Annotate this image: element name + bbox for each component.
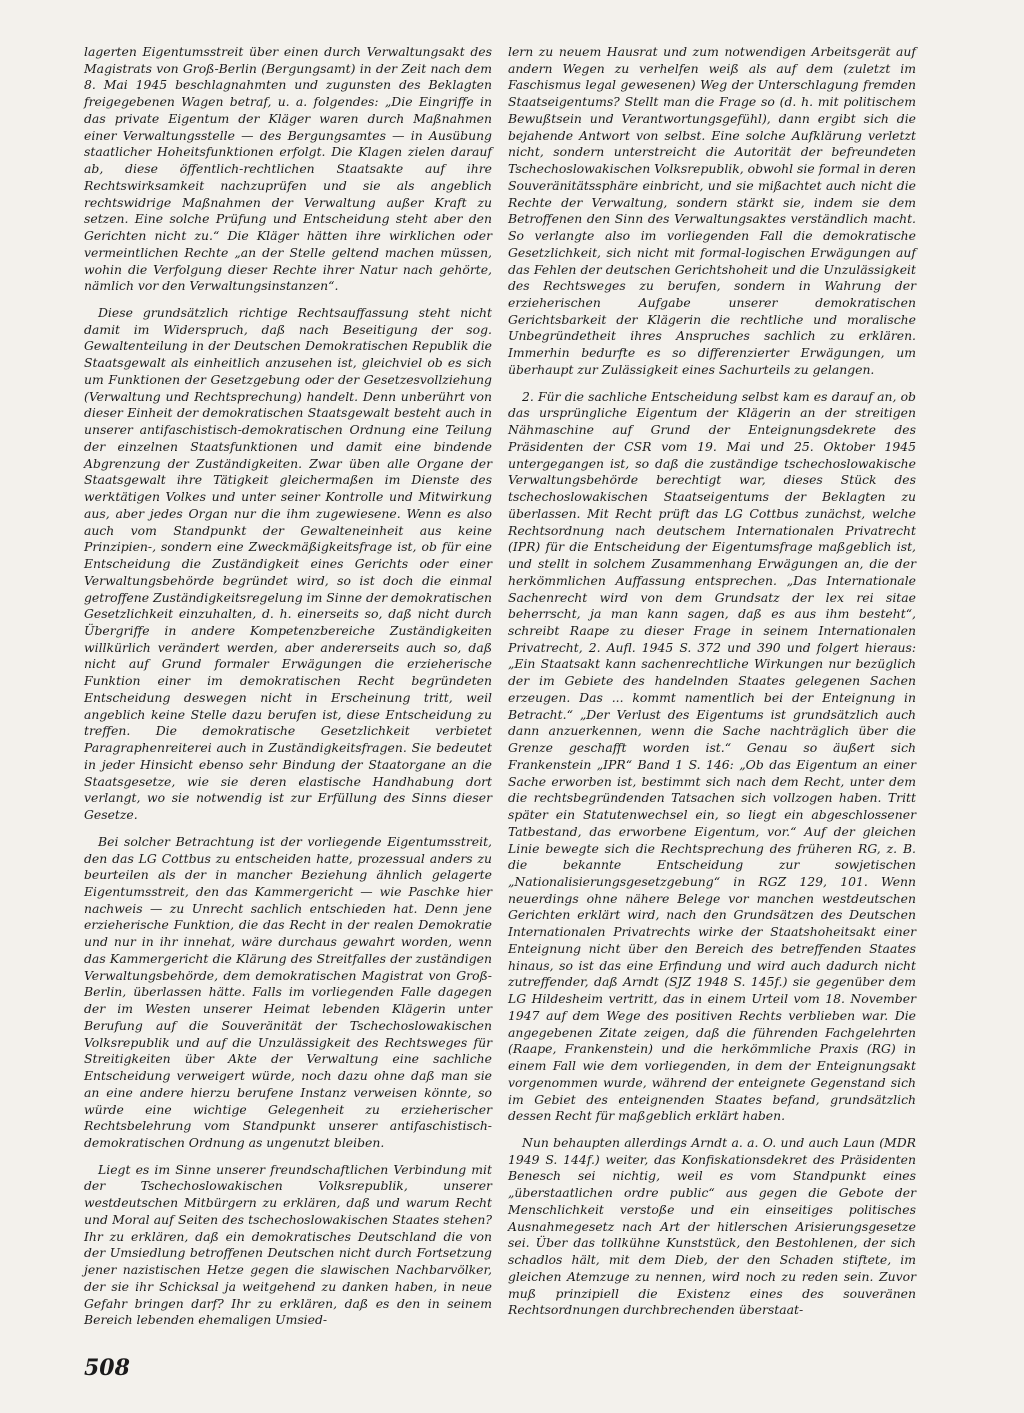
left-column (84, 44, 492, 1339)
page-number: 508 (84, 1355, 130, 1381)
paragraph: Nun behaupten allerdings Arndt a. a. O. und auch Laun (MDR 1949 S. 144f.) weiter, das Konfiskationsdekret des Präsidenten Benesch sei nichtig, weil es vom Standpunkt eines „überstaatlichen ordre public“ aus gegen die Gebote der Menschlichkeit verstoße und ein einseitiges politisches Ausnahmegesetz nach Art der hitlerschen Arisierungsgesetze sei. Über das tollkühne Kunststück, den Bestohlenen, der sich schadlos hält, mit dem Dieb, der den Schaden stiftete, im gleichen Atemzuge zu nennen, wird noch zu reden sein. Zuvor muß prinzipiell die Existenz eines des souveränen Rechtsordnungen durchbrechenden überstaat- (508, 1135, 916, 1318)
paragraph: lagerten Eigentumsstreit über einen durch Verwaltungsakt des Magistrats von Groß-Berlin (Bergungsamt) in der Zeit nach dem 8. Mai 1945 beschlagnahmten und zugunsten des Beklagten freigegebenen Wagen betraf, u. a. folgendes: „Die Eingriffe in das private Eigentum der Kläger waren durch Maßnahmen einer Verwaltungsstelle — des Bergungsamtes — in Ausübung staatlicher Hoheitsfunktionen erfolgt. Die Klagen zielen darauf ab, diese öffentlich-rechtlichen Staatsakte auf ihre Rechtswirksamkeit nachzuprüfen und sie als angeblich rechtswidrige Maßnahmen der Verwaltung außer Kraft zu setzen. Eine solche Prüfung und Entscheidung steht aber den Gerichten nicht zu.“ Die Kläger hätten ihre wirklichen oder vermeintlichen Rechte „an der Stelle geltend machen müssen, wohin die Verfolgung dieser Rechte ihrer Natur nach gehörte, nämlich vor den Verwaltungsinstanzen“. (84, 44, 492, 294)
paragraph: Diese grundsätzlich richtige Rechtsauffassung steht nicht damit im Widerspruch, daß nach Beseitigung der sog. Gewaltenteilung in der Deutschen Demokratischen Republik die Staatsgewalt als einheitlich anzusehen ist, gleichviel ob es sich um Funktionen der Gesetzgebung oder der Gesetzesvollziehung (Verwaltung und Rechtsprechung) handelt. Denn unberührt von dieser Einheit der demokratischen Staatsgewalt besteht auch in unserer antifaschistisch-demokratischen Ordnung eine Teilung der einzelnen Staatsfunktionen und damit eine bindende Abgrenzung der Zuständigkeiten. Zwar üben alle Organe der Staatsgewalt ihre Tätigkeit gleichermaßen im Dienste des werktätigen Volkes und unter seiner Kontrolle und Mitwirkung aus, aber jedes Organ nur die ihm zugewiesene. Wenn es also auch vom Standpunkt der Gewalteneinheit aus keine Prinzipien-, sondern eine Zweckmäßigkeitsfrage ist, ob für eine Entscheidung die Zuständigkeit eines Gerichts oder einer Verwaltungsbehörde begründet wird, so ist doch die einmal getroffene Zuständigkeitsregelung im Sinne der demokratischen Gesetzlichkeit einzuhalten, d. h. einerseits so, daß nicht durch Übergriffe in andere Kompetenzbereiche Zuständigkeiten willkürlich verändert werden, aber andererseits auch so, daß nicht auf Grund formaler Erwägungen die erzieherische Funktion einer im demokratischen Recht begründeten Entscheidung deswegen nicht in Erscheinung tritt, weil angeblich keine Stelle dazu berufen ist, diese Entscheidung zu treffen. Die demokratische Gesetzlichkeit verbietet Paragraphenreiterei auch in Zuständigkeitsfragen. Sie bedeutet in jeder Hinsicht ebenso sehr Bindung der Staatorgane an die Staatsgesetze, wie sie deren elastische Handhabung dort verlangt, wo sie notwendig ist zur Erfüllung des Sinns dieser Gesetze. (84, 305, 492, 823)
paragraph: lern zu neuem Hausrat und zum notwendigen Arbeitsgerät auf andern Wegen zu verhelfen weiß als auf dem (zuletzt im Faschismus legal gewesenen) Weg der Unterschlagung fremden Staatseigentums? Stellt man die Frage so (d. h. mit politischem Bewußtsein und Verantwortungsgefühl), dann ergibt sich die bejahende Antwort von selbst. Eine solche Aufklärung verletzt nicht, sondern unterstreicht die Autorität der befreundeten Tschechoslowakischen Volksrepublik, obwohl sie formal in deren Souveränitätssphäre einbricht, und sie mißachtet auch nicht die Rechte der Verwaltung, sondern stärkt sie, indem sie dem Betroffenen den Sinn des Verwaltungsaktes verständlich macht. So verlangte also im vorliegenden Fall die demokratische Gesetzlichkeit, sich nicht mit formal-logischen Erwägungen auf das Fehlen der deutschen Gerichtshoheit und die Unzulässigkeit des Rechtsweges zu berufen, sondern in Wahrung der erzieherischen Aufgabe unserer demokratischen Gerichtsbarkeit der Klägerin die rechtliche und moralische Unbegründetheit ihres Anspruches sachlich zu erklären. Immerhin bedurfte es so differenzierter Erwägungen, um überhaupt zur Zulässigkeit eines Sachurteils zu gelangen. (508, 44, 916, 377)
paragraph: Liegt es im Sinne unserer freundschaftlichen Verbindung mit der Tschechoslowakischen Volksrepublik, unserer westdeutschen Mitbürgern zu erklären, daß und warum Recht und Moral auf Seiten des tschechoslowakischen Staates stehen? Ihr zu erklären, daß ein demokratisches Deutschland die von der Umsiedlung betroffenen Deutschen nicht durch Fortsetzung jener nazistischen Hetze gegen die slawischen Nachbarvölker, der sie ihr Schicksal ja weitgehend zu danken haben, in neue Gefahr bringen darf? Ihr zu erklären, daß es den in seinem Bereich lebenden ehemaligen Umsied- (84, 1161, 492, 1328)
right-column (508, 44, 916, 1329)
paragraph: 2. Für die sachliche Entscheidung selbst kam es darauf an, ob das ursprüngliche Eigentum der Klägerin an der streitigen Nähmaschine auf Grund der Enteignungsdekrete des Präsidenten der CSR vom 19. Mai und 25. Oktober 1945 untergegangen ist, so daß die zuständige tschechoslowakische Verwaltungsbehörde berechtigt war, dieses Stück des tschechoslowakischen Staatseigentums der Beklagten zu überlassen. Mit Recht prüft das LG Cottbus zunächst, welche Rechtsordnung nach deutschem Internationalen Privatrecht (IPR) für die Entscheidung der Eigentumsfrage maßgeblich ist, und stellt in solchem Zusammenhang Erwägungen an, die der herkömmlichen Auffassung entsprechen. „Das Internationale Sachenrecht wird von dem Grundsatz der lex rei sitae beherrscht, ja man kann sagen, daß es aus ihm besteht“, schreibt Raape zu dieser Frage in seinem Internationalen Privatrecht, 2. Aufl. 1945 S. 372 und 390 und folgert hieraus: „Ein Staatsakt kann sachenrechtliche Wirkungen nur bezüglich der im Gebiete des handelnden Staates gelegenen Sachen erzeugen. Das ... kommt namentlich bei der Enteignung in Betracht.“ „Der Verlust des Eigentums ist grundsätzlich auch dann anzuerkennen, wenn die Sache nachträglich über die Grenze geschafft worden ist.“ Genau so äußert sich Frankenstein „IPR“ Band 1 S. 146: „Ob das Eigentum an einer Sache erworben ist, bestimmt sich nach dem Recht, unter dem die rechtsbegründenden Tatsachen sich vollzogen haben. Tritt später ein Statutenwechsel ein, so liegt ein abgeschlossener Tatbestand, das erworbene Eigentum, vor.“ Auf der gleichen Linie bewegte sich die Rechtsprechung des früheren RG, z. B. die bekannte Entscheidung zur sowjetischen „Nationalisierungsgesetzgebung“ in RGZ 129, 101. Wenn neuerdings ohne nähere Belege vor manchen westdeutschen Gerichten erklärt wird, nach den Grundsätzen des Deutschen Internationalen Privatrechts wirke der Staatshoheitsakt einer Enteignung nicht über den Bereich des betreffenden Staates hinaus, so ist das eine Erfindung und wird auch dadurch nicht zutreffender, daß Arndt (SJZ 1948 S. 145f.) sie gegenüber dem LG Hildesheim vertritt, das in einem Urteil vom 18. November 1947 auf dem Wege des positiven Rechts verblieben war. Die angegebenen Zitate zeigen, daß die führenden Fachgelehrten (Raape, Frankenstein) und die herkömmliche Praxis (RG) in einem Fall wie dem vorliegenden, in dem der Enteignungsakt vorgenommen wurde, während der enteignete Gegenstand sich im Gebiet des enteignenden Staates befand, grundsätzlich dessen Recht für maßgeblich erklärt haben. (508, 388, 916, 1124)
paragraph: Bei solcher Betrachtung ist der vorliegende Eigentumsstreit, den das LG Cottbus zu entscheiden hatte, prozessual anders zu beurteilen als der in mancher Beziehung ähnlich gelagerte Eigentumsstreit, den das Kammergericht — wie Paschke hier nachweis — zu Unrecht sachlich entschieden hat. Denn jene erzieherische Funktion, die das Recht in der realen Demokratie und nur in ihr innehat, wäre durchaus gewahrt worden, wenn das Kammergericht die Klärung des Streitfalles der zuständigen Verwaltungsbehörde, dem demokratischen Magistrat von Groß-Berlin, überlassen hätte. Falls im vorliegenden Falle dagegen der im Westen unserer Heimat lebenden Klägerin unter Berufung auf die Souveränität der Tschechoslowakischen Volksrepublik und auf die Unzulässigkeit des Rechtsweges für Streitigkeiten über Akte der Verwaltung eine sachliche Entscheidung verweigert würde, noch dazu ohne daß man sie an eine andere hierzu berufene Instanz verweisen könnte, so würde eine wichtige Gelegenheit zu erzieherischer Rechtsbelehrung vom Standpunkt unserer antifaschistisch-demokratischen Ordnung as ungenutzt bleiben. (84, 833, 492, 1150)
